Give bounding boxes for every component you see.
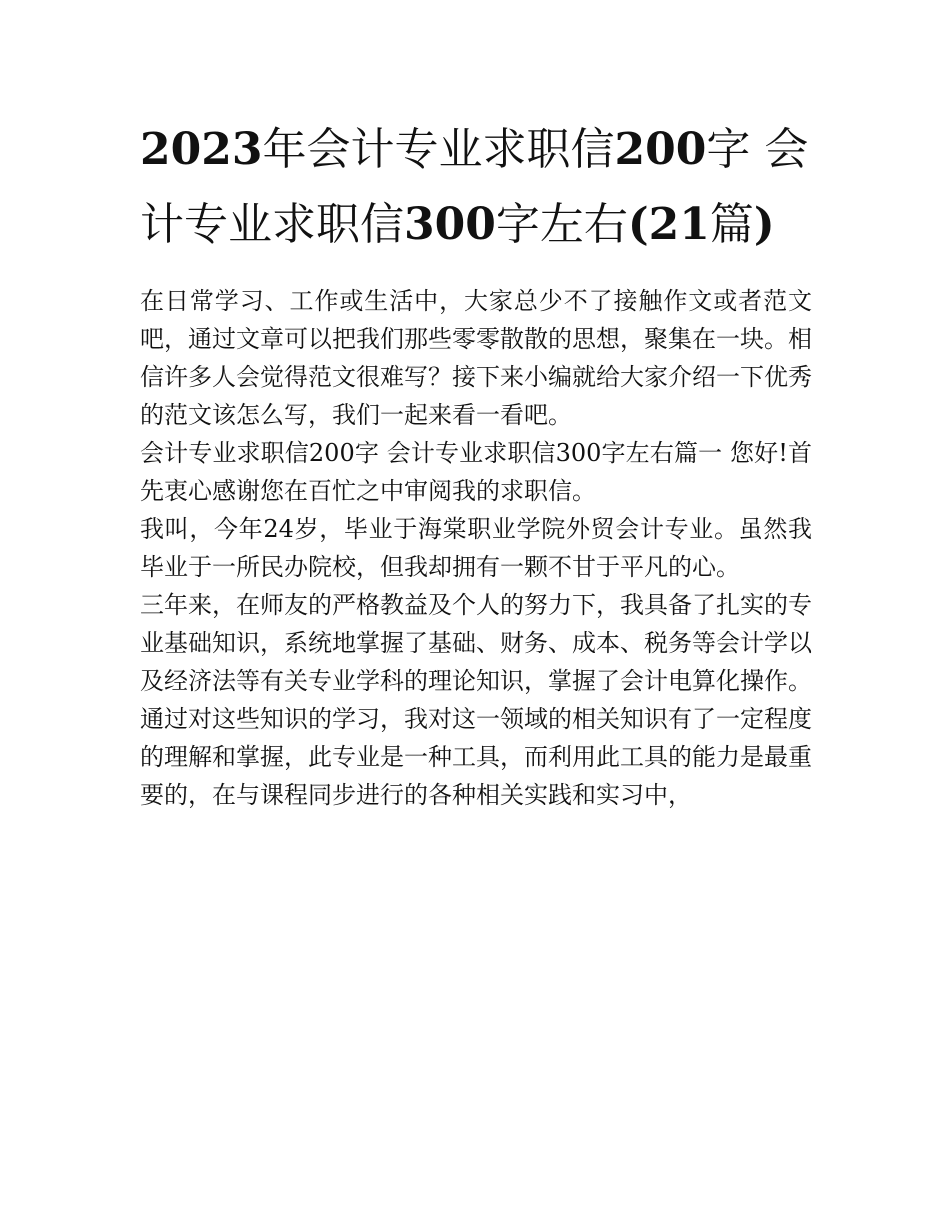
document-title: 2023年会计专业求职信200字 会计专业求职信300字左右(21篇) [140,124,809,250]
paragraph-education: 三年来，在师友的严格教益及个人的努力下，我具备了扎实的专业基础知识，系统地掌握了基础、财务、成本、税务等会计学以及经济法等有关专业学科的理论知识，掌握了会计电算化操作。通过对这些知识的学习，我对这一领域的相关知识有了一定程度的理解和掌握，此专业是一种工具，而利用此工具的能力是最重要的，在与课程同步进行的各种相关实践和实习中， [140,591,812,809]
document-body [140,282,812,814]
paragraph-greeting: 会计专业求职信200字 会计专业求职信300字左右篇一 您好!首先衷心感谢您在百忙之中审阅我的求职信。 [140,439,812,505]
document-page [140,112,812,814]
paragraph-intro: 在日常学习、工作或生活中，大家总少不了接触作文或者范文吧，通过文章可以把我们那些零零散散的思想，聚集在一块。相信许多人会觉得范文很难写？接下来小编就给大家介绍一下优秀的范文该怎么写，我们一起来看一看吧。 [140,287,812,429]
paragraph-self-introduction: 我叫，今年24岁，毕业于海棠职业学院外贸会计专业。虽然我毕业于一所民办院校，但我却拥有一颗不甘于平凡的心。 [140,515,812,581]
